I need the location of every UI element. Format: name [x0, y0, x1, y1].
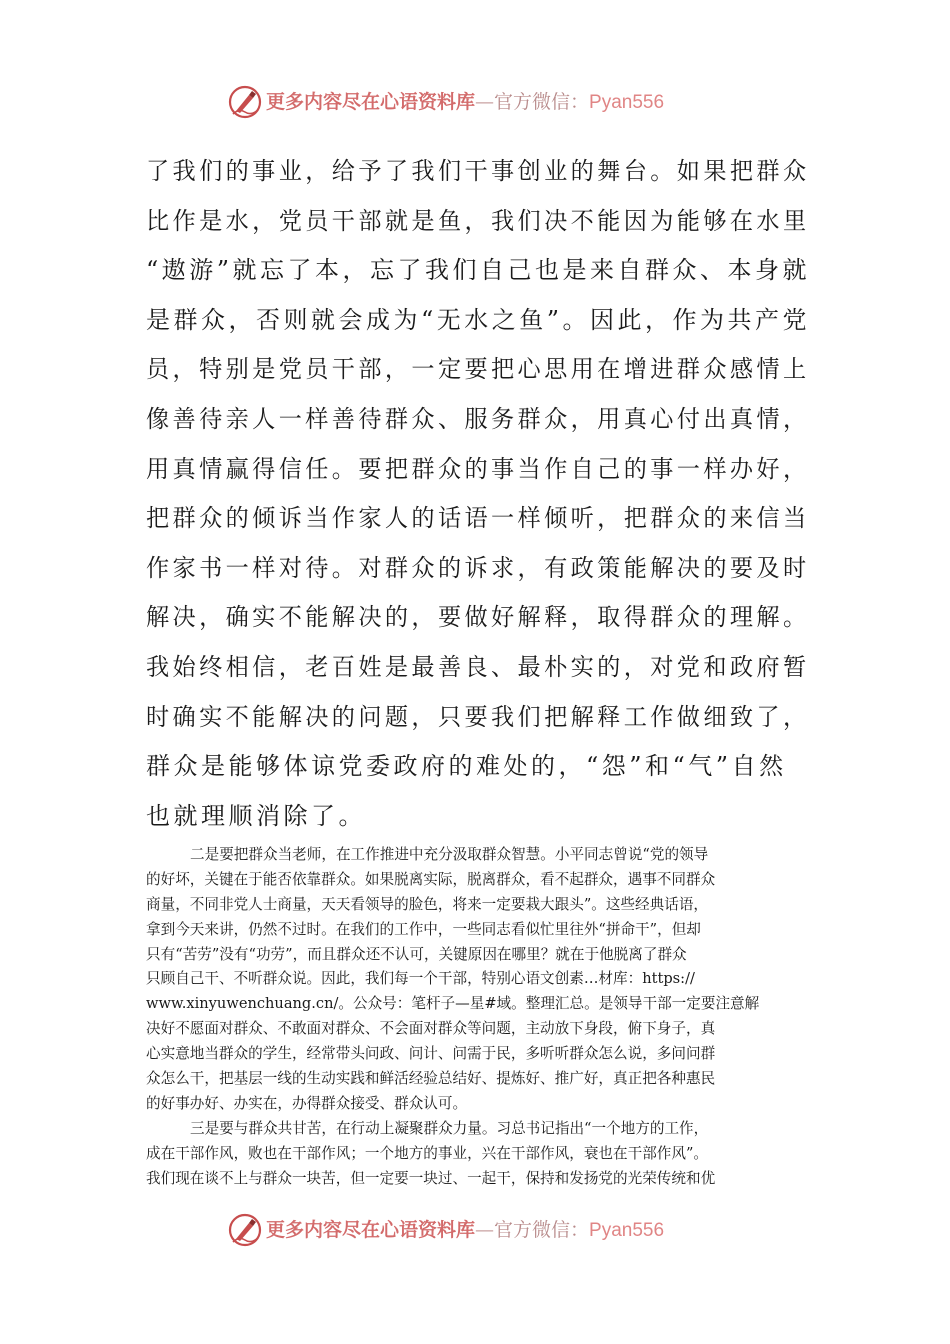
banner-main-text: 更多内容尽在心语资料库 [266, 91, 476, 113]
text-line: 商量，不同非党人士商量，天天看领导的脸色，将来一定要栽大跟头”。这些经典话语， [146, 895, 709, 913]
text-line: www.xinyuwenchuang.cn/。公众号：笔杆子—星#域。整理汇总。是领导干部一定要注意解 [146, 995, 760, 1013]
text-line: 只有“苦劳”没有“功劳”，而且群众还不认可，关键原因在哪里？就在于他脱离了群众 [146, 945, 687, 963]
text-line: “遨游”就忘了本，忘了我们自己也是来自群众、本身就 [146, 256, 811, 285]
text-line: 决好不愿面对群众、不敢面对群众、不会面对群众等问题，主动放下身段，俯下身子，真 [146, 1020, 716, 1038]
body-large-text [146, 147, 810, 841]
text-line: 也就理顺消除了。 [146, 801, 366, 830]
banner-separator: — [475, 1219, 495, 1241]
text-line: 把群众的倾诉当作家人的话语一样倾听，把群众的来信当 [146, 504, 810, 533]
footer-banner [0, 1210, 950, 1250]
text-line: 我始终相信，老百姓是最善良、最朴实的，对党和政府暂 [146, 652, 810, 681]
text-line: 我们现在谈不上与群众一块苦，但一定要一块过、一起干，保持和发扬党的光荣传统和优 [146, 1169, 716, 1187]
paragraph-start-line: 二是要把群众当老师，在工作推进中充分汲取群众智慧。小平同志曾说“党的领导 [190, 846, 709, 863]
text-line: 时确实不能解决的问题，只要我们把解释工作做细致了， [146, 702, 810, 731]
text-line: 是群众，否则就会成为“无水之鱼”。因此，作为共产党 [146, 305, 811, 334]
text-line: 了我们的事业，给予了我们干事创业的舞台。如果把群众 [146, 157, 810, 185]
banner-wechat-id: Pyan556 [589, 92, 665, 113]
pen-nib-logo-icon [227, 84, 263, 120]
text-line: 作家书一样对待。对群众的诉求，有政策能解决的要及时 [146, 553, 810, 582]
text-line: 比作是水，党员干部就是鱼，我们决不能因为能够在水里 [146, 206, 810, 235]
paragraph-start-line: 三是要与群众共甘苦，在行动上凝聚群众力量。习总书记指出“一个地方的工作， [190, 1119, 709, 1137]
text-line: 用真情赢得信任。要把群众的事当作自己的事一样办好， [146, 454, 810, 483]
text-line: 众怎么干，把基层一线的生动实践和鲜活经验总结好、提炼好、推广好，真正把各种惠民 [146, 1070, 716, 1088]
text-line: 群众是能够体谅党委政府的难处的，“怨”和“气”自然 [146, 752, 787, 781]
banner-text [266, 1216, 664, 1245]
text-line: 像善待亲人一样善待群众、服务群众，用真心付出真情， [146, 404, 810, 433]
text-line: 只顾自己干、不听群众说。因此，我们每一个干部，特别心语文创素…材库：https:// [146, 970, 695, 988]
text-line: 员，特别是党员干部，一定要把心思用在增进群众感情上 [146, 355, 810, 384]
banner-text [266, 88, 664, 117]
banner-main-text: 更多内容尽在心语资料库 [266, 1219, 476, 1241]
text-line: 的好事办好、办实在，办得群众接受、群众认可。 [146, 1094, 468, 1112]
pen-nib-logo-icon [227, 1212, 263, 1248]
banner-separator: — [475, 91, 495, 113]
header-banner [0, 82, 950, 122]
text-line: 的好坏，关键在于能否依靠群众。如果脱离实际，脱离群众，看不起群众，遇事不同群众 [146, 870, 716, 888]
banner-label: 官方微信： [494, 91, 590, 113]
text-line: 解决，确实不能解决的，要做好解释，取得群众的理解。 [146, 603, 810, 632]
text-line: 心实意地当群众的学生，经常带头问政、问计、问需于民，多听听群众怎么说，多问问群 [146, 1045, 716, 1063]
text-line: 成在干部作风，败也在干部作风；一个地方的事业，兴在干部作风，衰也在干部作风”。 [146, 1144, 709, 1162]
banner-label: 官方微信： [494, 1219, 590, 1241]
banner-wechat-id: Pyan556 [589, 1220, 665, 1241]
text-line: 拿到今天来讲，仍然不过时。在我们的工作中，一些同志看似忙里往外“拼命干”，但却 [146, 920, 701, 938]
body-small-text [146, 843, 810, 1191]
